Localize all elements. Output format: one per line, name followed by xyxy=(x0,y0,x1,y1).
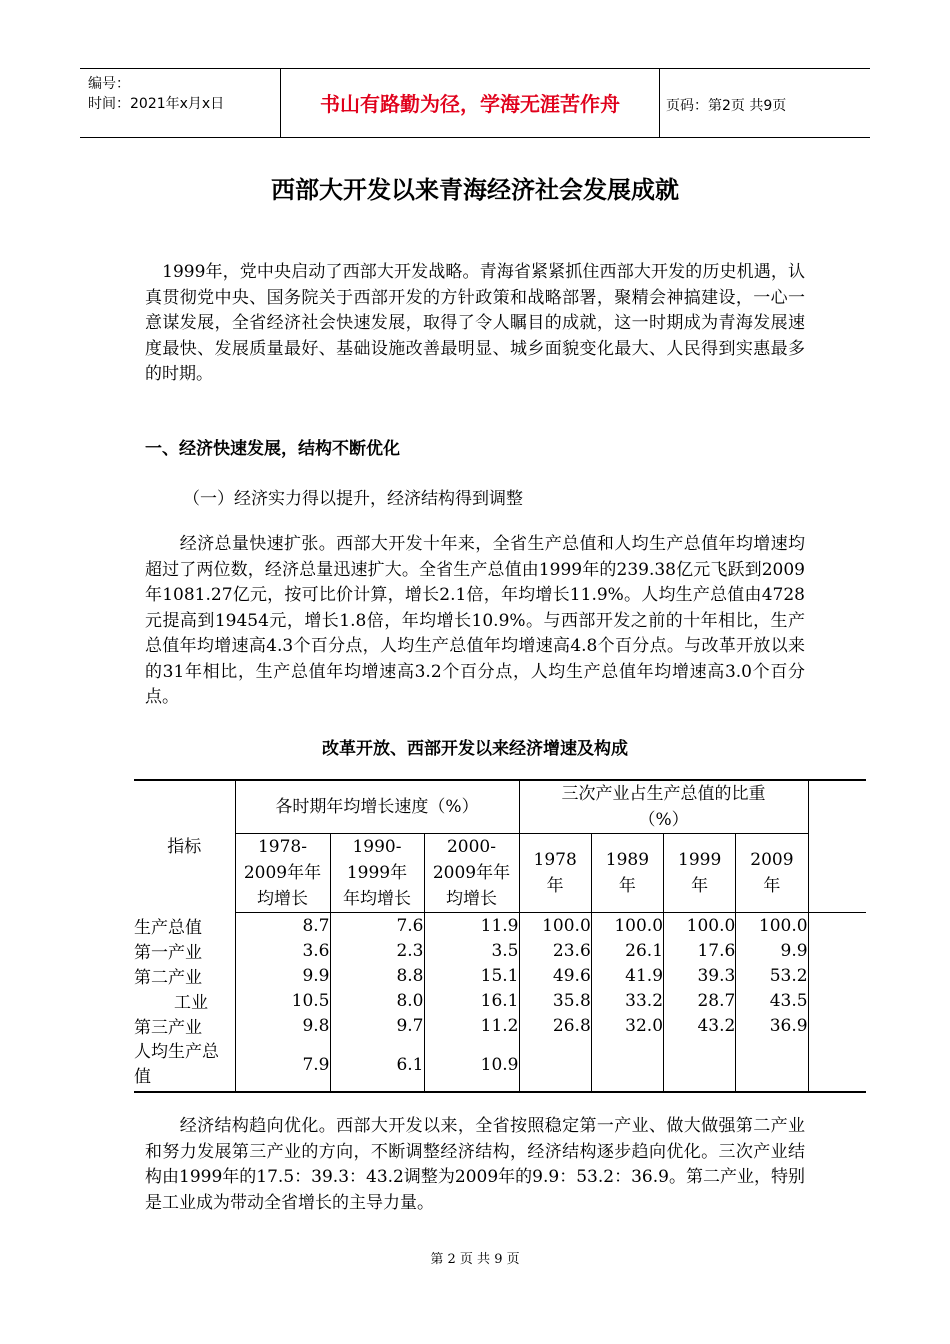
col-1978-2009: 1978-2009年年均增长 xyxy=(235,834,330,913)
table-cell: 11.9 xyxy=(424,913,519,939)
table-cell: 100.0 xyxy=(736,913,808,939)
table-cell: 7.6 xyxy=(330,913,424,939)
table-cell: 3.6 xyxy=(235,938,330,963)
col-2009: 2009年 xyxy=(736,834,808,913)
table-row xyxy=(134,988,866,1013)
table-cell: 23.6 xyxy=(519,938,591,963)
table-cell xyxy=(591,1038,663,1092)
page-header xyxy=(80,68,870,138)
table-cell: 41.9 xyxy=(591,963,663,988)
table-cell: 15.1 xyxy=(424,963,519,988)
table-cell: 9.7 xyxy=(330,1013,424,1038)
intro-paragraph xyxy=(145,260,805,388)
subsection-heading: （一）经济实力得以提升，经济结构得到调整 xyxy=(183,489,523,509)
col-1989: 1989年 xyxy=(591,834,663,913)
table-cell: 7.9 xyxy=(235,1038,330,1092)
row-label: 生产总值 xyxy=(134,913,235,939)
row-label: 第一产业 xyxy=(134,938,235,963)
table-cell: 43.2 xyxy=(664,1013,736,1038)
empty-header-cell xyxy=(808,780,866,834)
header-time: 时间：2021年x月x日 xyxy=(88,96,225,112)
growth-structure-table xyxy=(134,779,866,1093)
table-row xyxy=(134,938,866,963)
paragraph-structure-optimization-text: 经济结构趋向优化。西部大开发以来，全省按照稳定第一产业、做大做强第二产业和努力发展第三产业的方向，不断调整经济结构，经济结构逐步趋向优化。三次产业结构由1999年的17.5：39.3：43.2调整为2009年的9.9：53.2：36.9。第二产业，特别是工业成为带动全省增长的主导力量。 xyxy=(145,1116,806,1213)
table-cell: 9.9 xyxy=(736,938,808,963)
table-cell: 2.3 xyxy=(330,938,424,963)
table-cell: 9.8 xyxy=(235,1013,330,1038)
table-row xyxy=(134,963,866,988)
table-cell: 26.1 xyxy=(591,938,663,963)
col-1999: 1999年 xyxy=(664,834,736,913)
growth-group-header: 各时期年均增长速度（%） xyxy=(235,780,519,834)
header-page-info: 页码：第2页 共9页 xyxy=(666,98,787,114)
table-cell: 11.2 xyxy=(424,1013,519,1038)
table-cell: 53.2 xyxy=(736,963,808,988)
table-cell: 10.5 xyxy=(235,988,330,1013)
table-cell: 8.0 xyxy=(330,988,424,1013)
table-cell xyxy=(736,1038,808,1092)
row-label: 人均生产总值 xyxy=(134,1038,235,1092)
table-cell: 100.0 xyxy=(519,913,591,939)
row-label: 工业 xyxy=(134,988,235,1013)
document-title: 西部大开发以来青海经济社会发展成就 xyxy=(271,176,679,204)
table-cell: 49.6 xyxy=(519,963,591,988)
table-caption: 改革开放、西部开发以来经济增速及构成 xyxy=(322,739,628,759)
table-cell: 17.6 xyxy=(664,938,736,963)
section-heading: 一、经济快速发展，结构不断优化 xyxy=(145,439,400,459)
table-cell: 28.7 xyxy=(664,988,736,1013)
page-footer: 第 2 页 共 9 页 xyxy=(430,1252,520,1267)
table-row xyxy=(134,913,866,939)
indicator-header: 指标 xyxy=(134,780,235,913)
table-cell xyxy=(664,1038,736,1092)
table-cell: 6.1 xyxy=(330,1038,424,1092)
row-label: 第三产业 xyxy=(134,1013,235,1038)
table-cell: 8.8 xyxy=(330,963,424,988)
table-cell: 32.0 xyxy=(591,1013,663,1038)
header-motto: 书山有路勤为径，学海无涯苦作舟 xyxy=(280,69,660,137)
col-1978: 1978年 xyxy=(519,834,591,913)
table-cell: 8.7 xyxy=(235,913,330,939)
share-group-header: 三次产业占生产总值的比重（%） xyxy=(519,780,808,834)
table-cell: 10.9 xyxy=(424,1038,519,1092)
table-cell: 43.5 xyxy=(736,988,808,1013)
table-cell: 26.8 xyxy=(519,1013,591,1038)
table-cell: 16.1 xyxy=(424,988,519,1013)
paragraph-economy-growth-text: 经济总量快速扩张。西部大开发十年来，全省生产总值和人均生产总值年均增速均超过了两位数，经济总量迅速扩大。全省生产总值由1999年的239.38亿元飞跃到2009年1081.27亿元，按可比价计算，增长2.1倍，年均增长11.9%。人均生产总值由4728元提高到19454元，增长1.8倍，年均增长10.9%。与西部开发之前的十年相比，生产总值年均增速高4.3个百分点，人均生产总值年均增速高4.8个百分点。与改革开放以来的31年相比，生产总值年均增速高3.2个百分点，人均生产总值年均增速高3.0个百分点。 xyxy=(145,534,806,707)
header-meta xyxy=(80,69,280,137)
paragraph-economy-growth xyxy=(145,532,805,711)
col-2000-2009: 2000-2009年年均增长 xyxy=(424,834,519,913)
table-cell xyxy=(519,1038,591,1092)
table-row xyxy=(134,1013,866,1038)
table-cell: 9.9 xyxy=(235,963,330,988)
table-cell: 33.2 xyxy=(591,988,663,1013)
table-cell: 100.0 xyxy=(591,913,663,939)
table-cell: 3.5 xyxy=(424,938,519,963)
paragraph-structure-optimization xyxy=(145,1114,805,1216)
col-1990-1999: 1990-1999年年均增长 xyxy=(330,834,424,913)
table-cell: 100.0 xyxy=(664,913,736,939)
table-cell: 39.3 xyxy=(664,963,736,988)
table-row xyxy=(134,1038,866,1092)
row-label: 第二产业 xyxy=(134,963,235,988)
empty-header-cell xyxy=(808,834,866,913)
header-number: 编号： xyxy=(88,76,130,92)
intro-paragraph-text: 1999年，党中央启动了西部大开发战略。青海省紧紧抓住西部大开发的历史机遇，认真贯彻党中央、国务院关于西部开发的方针政策和战略部署，聚精会神搞建设，一心一意谋发展，全省经济社会快速发展，取得了令人瞩目的成就，这一时期成为青海发展速度最快、发展质量最好、基础设施改善最明显、城乡面貌变化最大、人民得到实惠最多的时期。 xyxy=(145,262,806,384)
table-cell: 36.9 xyxy=(736,1013,808,1038)
table-cell: 35.8 xyxy=(519,988,591,1013)
